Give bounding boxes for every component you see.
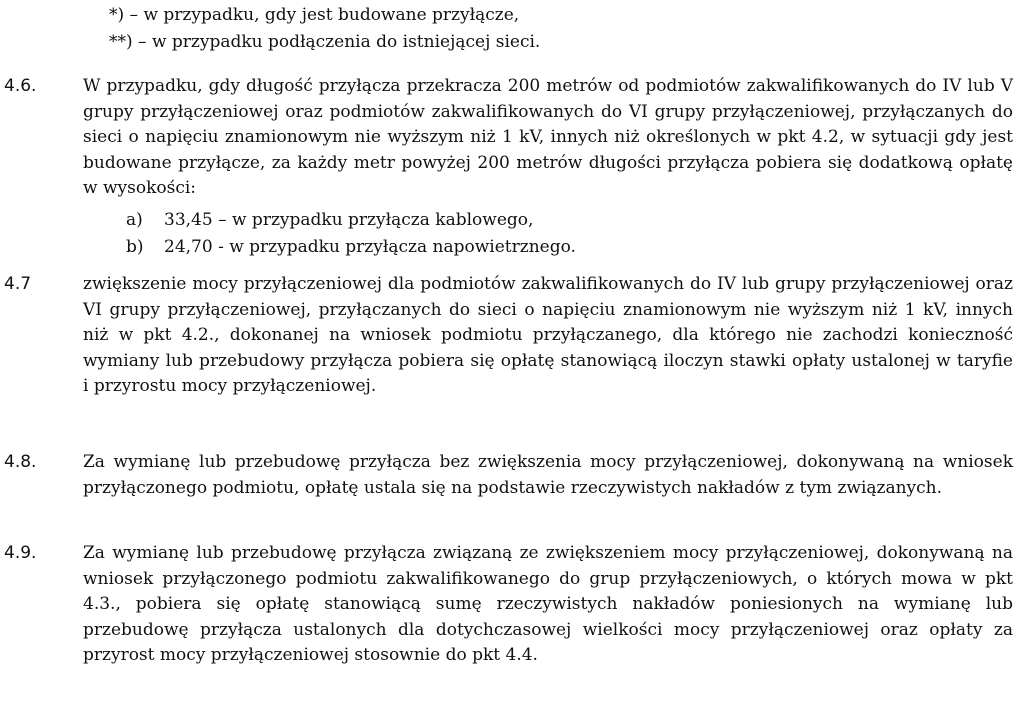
sub-items — [126, 207, 576, 261]
section-number: 4.9. — [4, 543, 37, 563]
sub-item-label: b) — [126, 237, 144, 257]
sub-item-label: a) — [126, 210, 143, 230]
section-number: 4.8. — [4, 452, 37, 472]
footnotes — [109, 2, 540, 56]
section-text: W przypadku, gdy długość przyłącza przekracza 200 metrów od podmiotów zakwalifikowanych do IV lub V grupy przyłączeniowej oraz podmiotów zakwalifikowanych do VI grupy przyłączeniowej, przyłączanych do sieci o napięciu znamionowym nie wyższym niż 1 kV, innych niż określonych w pkt 4.2, w sytuacji gdy jest budowane przyłącze, za każdy metr powyżej 200 metrów długości przyłącza pobiera się dodatkową opłatę w wysokości: — [83, 76, 1013, 198]
sub-item-text: 33,45 – w przypadku przyłącza kablowego, — [164, 210, 534, 230]
section-text: zwiększenie mocy przyłączeniowej dla podmiotów zakwalifikowanych do IV lub grupy przyłączeniowej oraz VI grupy przyłączeniowej, przyłączanych do sieci o napięciu znamionowym nie wyższym niż 1 kV, innych niż w pkt 4.2., dokonanej na wniosek podmiotu przyłączanego, dla którego nie zachodzi konieczność wymiany lub przebudowy przyłącza pobiera się opłatę stanowiącą iloczyn stawki opłaty ustalonej w taryfie i przyrostu mocy przyłączeniowej. — [83, 274, 1013, 396]
footnote-line: *) – w przypadku, gdy jest budowane przyłącze, — [109, 5, 520, 25]
section-number: 4.6. — [4, 76, 37, 96]
sub-item — [126, 234, 576, 261]
section-text: Za wymianę lub przebudowę przyłącza bez zwiększenia mocy przyłączeniowej, dokonywaną na wniosek przyłączonego podmiotu, opłatę ustala się na podstawie rzeczywistych nakładów z tym związanych. — [83, 452, 1013, 498]
sub-item — [126, 207, 576, 234]
footnote-line: **) – w przypadku podłączenia do istniejącej sieci. — [109, 32, 541, 52]
section-number: 4.7 — [4, 274, 32, 294]
sub-item-text: 24,70 - w przypadku przyłącza napowietrznego. — [164, 237, 576, 257]
section-text: Za wymianę lub przebudowę przyłącza związaną ze zwiększeniem mocy przyłączeniowej, dokonywaną na wniosek przyłączonego podmiotu zakwalifikowanego do grup przyłączeniowych, o których mowa w pkt 4.3., pobiera się opłatę stanowiącą sumę rzeczywistych nakładów poniesionych na wymianę lub przebudowę przyłącza ustalonych dla dotychczasowej wielkości mocy przyłączeniowej oraz opłaty za przyrost mocy przyłączeniowej stosownie do pkt 4.4. — [83, 543, 1013, 665]
